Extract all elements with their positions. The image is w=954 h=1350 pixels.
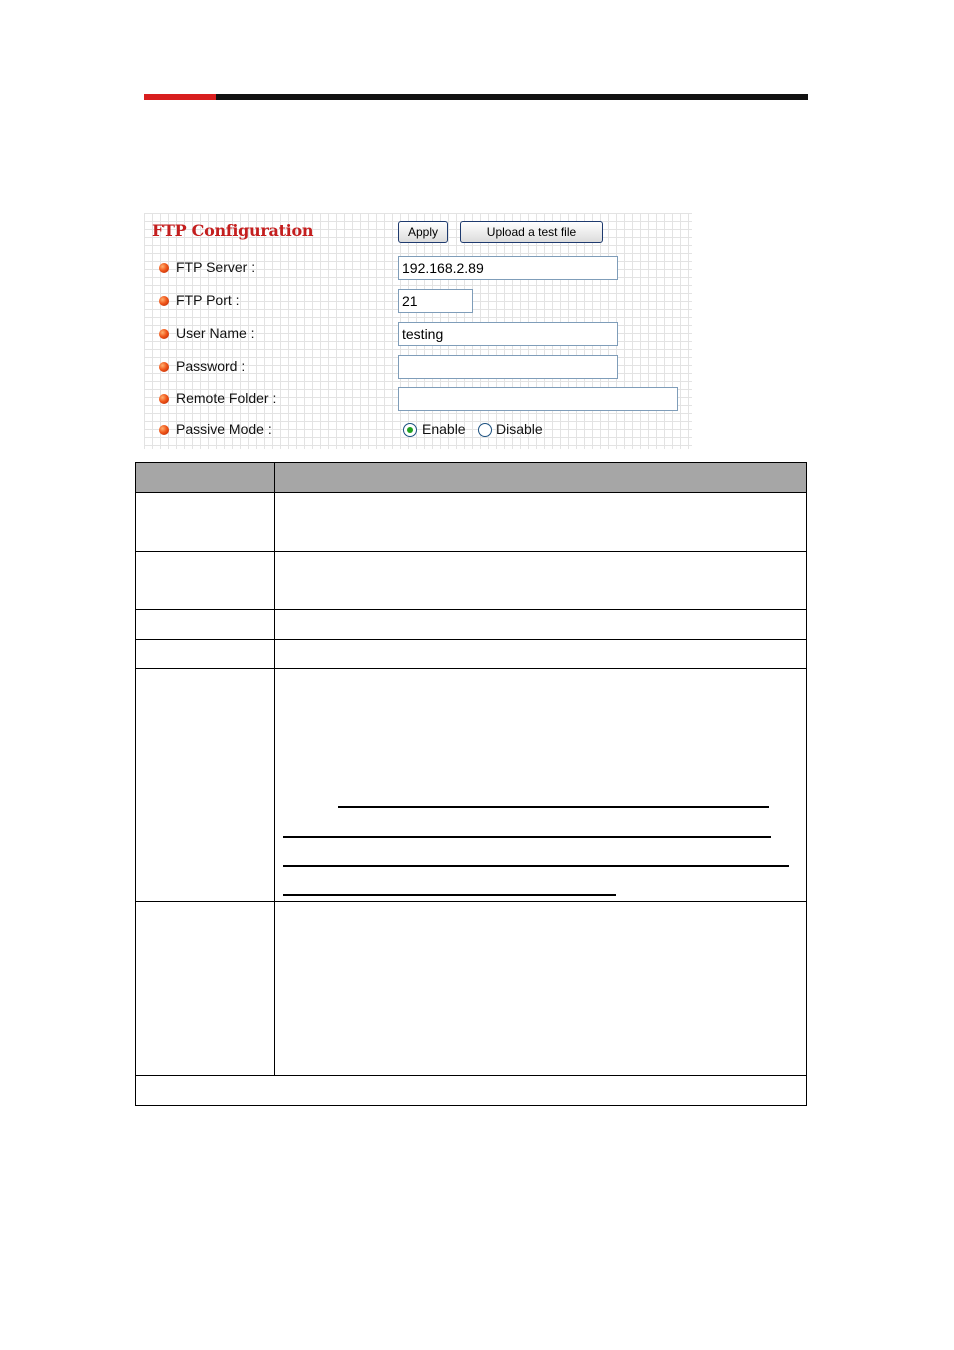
bullet-icon bbox=[159, 329, 169, 339]
ftp-port-row bbox=[144, 289, 692, 313]
table-header-row bbox=[136, 463, 807, 493]
table-cell bbox=[136, 610, 275, 640]
remote-folder-row bbox=[144, 387, 692, 411]
underline-line bbox=[283, 894, 616, 896]
table-cell bbox=[275, 669, 807, 902]
table-cell bbox=[275, 552, 807, 610]
bullet-icon bbox=[159, 263, 169, 273]
ftp-server-input[interactable] bbox=[398, 256, 618, 280]
bullet-icon bbox=[159, 394, 169, 404]
underline-line bbox=[283, 836, 771, 838]
ftp-server-label: FTP Server : bbox=[176, 259, 256, 275]
password-input[interactable] bbox=[398, 355, 618, 379]
passive-mode-row bbox=[144, 418, 692, 442]
header-rule-black bbox=[216, 94, 808, 100]
apply-button[interactable]: Apply bbox=[398, 221, 448, 243]
underline-line bbox=[338, 806, 769, 808]
table-row bbox=[136, 552, 807, 610]
passive-enable-radio[interactable] bbox=[403, 423, 417, 437]
table-cell bbox=[275, 640, 807, 669]
table-cell bbox=[275, 610, 807, 640]
panel-title: FTP Configuration bbox=[152, 221, 314, 240]
description-table bbox=[135, 462, 807, 1106]
ftp-port-label: FTP Port : bbox=[176, 292, 240, 308]
remote-folder-input[interactable] bbox=[398, 387, 678, 411]
underline-line bbox=[283, 865, 789, 867]
ftp-port-input[interactable] bbox=[398, 289, 473, 313]
upload-test-file-button[interactable]: Upload a test file bbox=[460, 221, 603, 243]
password-label: Password : bbox=[176, 358, 246, 374]
table-row bbox=[136, 493, 807, 552]
table-cell bbox=[136, 669, 275, 902]
passive-disable-radio[interactable] bbox=[478, 423, 492, 437]
ftp-server-row bbox=[144, 256, 692, 280]
user-name-input[interactable] bbox=[398, 322, 618, 346]
table-cell bbox=[275, 493, 807, 552]
note-underlines bbox=[275, 669, 806, 901]
table-cell bbox=[136, 640, 275, 669]
passive-disable-label[interactable]: Disable bbox=[496, 421, 543, 437]
header-rule-red bbox=[144, 94, 216, 100]
table-footer-row bbox=[136, 1076, 807, 1106]
passive-mode-label: Passive Mode : bbox=[176, 421, 272, 437]
remote-folder-label: Remote Folder : bbox=[176, 390, 277, 406]
table-cell bbox=[136, 902, 275, 1076]
user-name-label: User Name : bbox=[176, 325, 255, 341]
table-header-item bbox=[136, 463, 275, 493]
ftp-configuration-panel bbox=[144, 213, 692, 449]
table-row bbox=[136, 610, 807, 640]
bullet-icon bbox=[159, 362, 169, 372]
table-row bbox=[136, 640, 807, 669]
table-row bbox=[136, 902, 807, 1076]
password-row bbox=[144, 355, 692, 379]
passive-enable-label[interactable]: Enable bbox=[422, 421, 466, 437]
table-cell bbox=[275, 902, 807, 1076]
table-footer-cell bbox=[136, 1076, 807, 1106]
bullet-icon bbox=[159, 425, 169, 435]
user-name-row bbox=[144, 322, 692, 346]
table-cell bbox=[136, 493, 275, 552]
table-row bbox=[136, 669, 807, 902]
table-header-description bbox=[275, 463, 807, 493]
table-cell bbox=[136, 552, 275, 610]
bullet-icon bbox=[159, 296, 169, 306]
